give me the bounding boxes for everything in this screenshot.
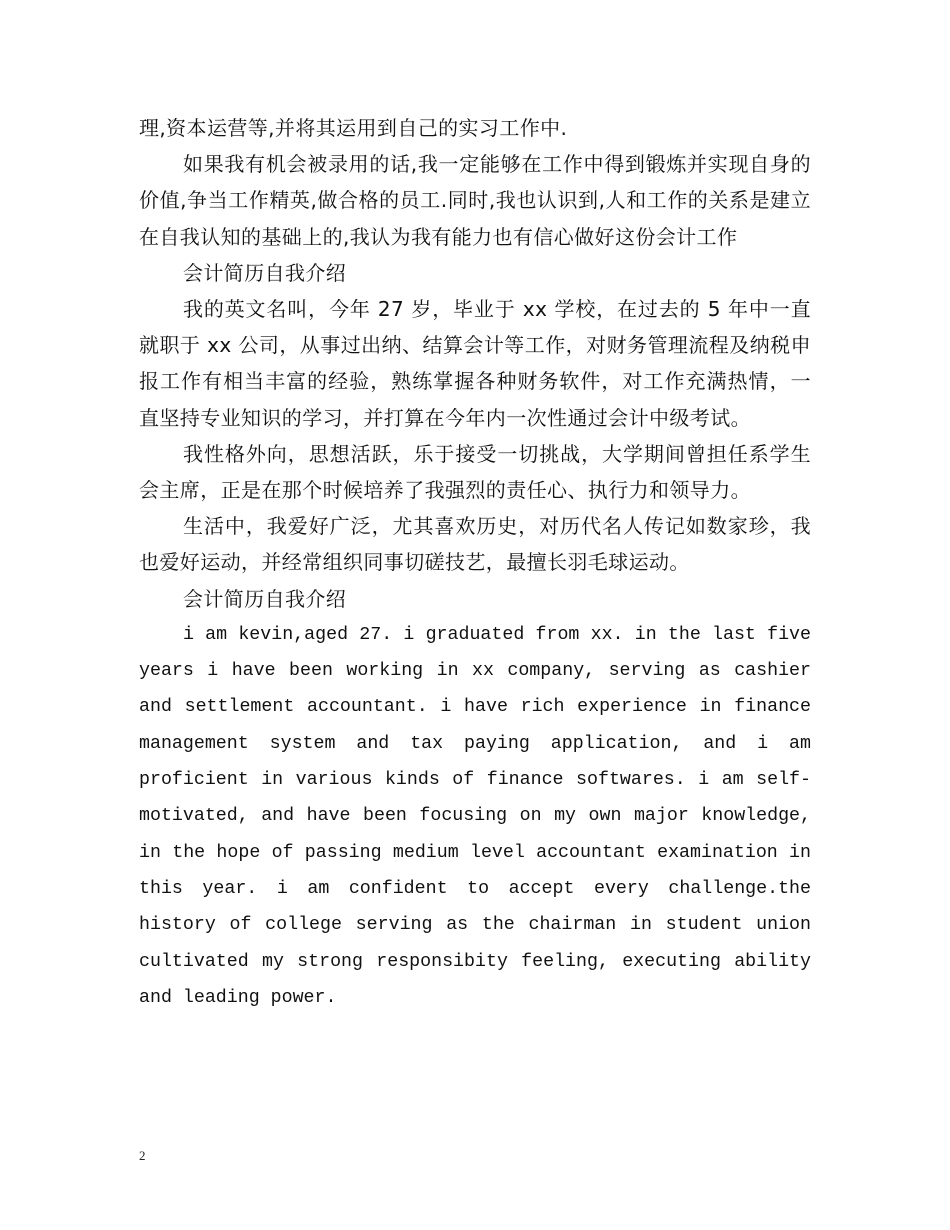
paragraph-intro-en: i am kevin,aged 27. i graduated from xx. in the last five years i have been working in xx company, serving as cashier and settlement accountant. i have rich experience in finance management system and tax paying application, and i am proficient in various kinds of finance softwares. i am self-motivated, and have been focusing on my own major knowledge, in the hope of passing medium level accountant examination in this year. i am confident to accept every challenge.the history of college serving as the chairman in student union cultivated my strong responsibity feeling, executing ability and leading power. xyxy=(139,624,811,1008)
paragraph-intro-cn: 我的英文名叫，今年 27 岁，毕业于 xx 学校，在过去的 5 年中一直就职于 xx 公司，从事过出纳、结算会计等工作，对财务管理流程及纳税申报工作有相当丰富的经验，熟练掌握各种财务软件，对工作充满热情，一直坚持专业知识的学习，并打算在今年内一次性通过会计中级考试。 xyxy=(139,297,811,430)
paragraph-personality-cn: 我性格外向，思想活跃，乐于接受一切挑战，大学期间曾担任系学生会主席，正是在那个时候培养了我强烈的责任心、执行力和领导力。 xyxy=(139,441,811,503)
paragraph-hobbies-cn: 生活中，我爱好广泛，尤其喜欢历史，对历代名人传记如数家珍，我也爱好运动，并经常组织同事切磋技艺，最擅长羽毛球运动。 xyxy=(139,514,811,575)
section-heading-cn: 会计简历自我介绍 xyxy=(183,260,347,285)
paragraph-continuation: 理,资本运营等,并将其运用到自己的实习工作中. xyxy=(139,116,568,140)
document-body xyxy=(139,110,811,1016)
paragraph-hire-statement: 如果我有机会被录用的话,我一定能够在工作中得到锻炼并实现自身的价值,争当工作精英,做合格的员工.同时,我也认识到,人和工作的关系是建立在自我认知的基础上的,我认为我有能力也有信心做好这份会计工作 xyxy=(139,152,811,249)
section-heading-en-intro: 会计简历自我介绍 xyxy=(183,586,347,611)
page-number: 2 xyxy=(139,1148,146,1163)
